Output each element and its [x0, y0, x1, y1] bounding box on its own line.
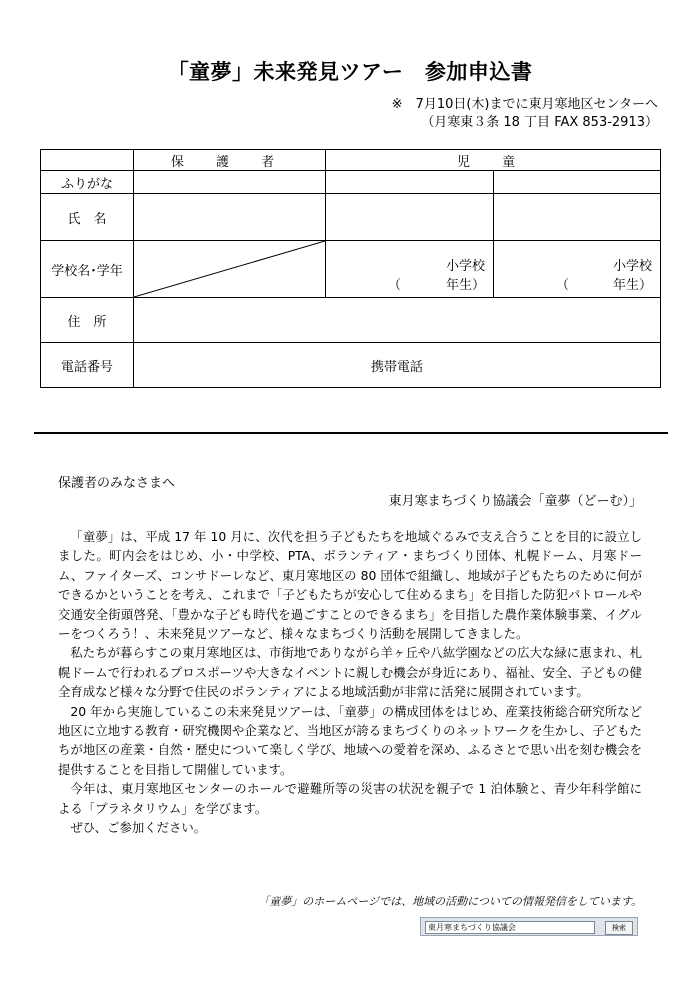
address-label: 住 所: [41, 298, 134, 343]
letter-paragraph: 今年は、東月寒地区センターのホールで避難所等の災害の状況を親子で 1 泊体験と、青少年科学館による「プラネタリウム」を学びます。: [58, 781, 642, 816]
child2-grade: [556, 274, 652, 293]
guardian-furigana-field[interactable]: [134, 171, 326, 194]
letter-paragraph: 「童夢」は、平成 17 年 10 月に、次代を担う子どもたちを地域ぐるみで支え合うことを目的に設立しました。町内会をはじめ、小・中学校、PTA、ボランティア・まちづくり団体、札幌ドーム、月寒ドーム、ファイターズ、コンサドーレなど、東月寒地区の 80 団体で組織し、地域が子どもたちのために何ができるかということを考え、これまで「子どもたちが安心して住めるまち」を目指した防犯パトロールや交通安全街頭啓発、「豊かな子ども時代を過ごすことのできるまち」を目指した農作業体験事業、イグルーをつくろう！、未来発見ツアーなど、様々なまちづくり活動を展開してきました。: [58, 529, 642, 642]
page-title: 「童夢」未来発見ツアー 参加申込書: [167, 60, 533, 84]
child1-name-field[interactable]: [326, 194, 494, 241]
letter-organization: 東月寒まちづくり協議会「童夢（どーむ）」: [388, 494, 642, 509]
child2-name-field[interactable]: [494, 194, 661, 241]
child1-grade-open: （: [388, 278, 402, 293]
search-input[interactable]: 東月寒まちづくり協議会: [425, 921, 595, 934]
child1-grade-suffix: 年生）: [445, 278, 485, 293]
furigana-label: ふりがな: [41, 171, 134, 194]
child2-school-field[interactable]: [494, 241, 661, 298]
letter-body: [58, 527, 642, 838]
child1-furigana-field[interactable]: [326, 171, 494, 194]
diagonal-line: [134, 241, 325, 297]
cut-line: [34, 432, 668, 434]
letter-paragraph: 20 年から実施しているこの未来発見ツアーは、「童夢」の構成団体をはじめ、産業技術総合研究所など地区に立地する教育・研究機関や企業など、当地区が誇るまちづくりのネットワークを生かし、子どもたちが地区の産業・自然・歴史について楽しく学び、地域への愛着を深め、ふるさとで思い出を刻む機会を提供することを目指して開催しています。: [58, 703, 642, 777]
letter-paragraph: ぜひ、ご参加ください。: [70, 820, 207, 836]
child2-grade-open: （: [556, 278, 570, 293]
application-form: [40, 149, 661, 388]
address-field[interactable]: [134, 298, 661, 343]
guardian-school-crossed-cell: [134, 241, 326, 298]
child1-school-field[interactable]: [326, 241, 494, 298]
furigana-row: [41, 171, 661, 194]
child2-furigana-field[interactable]: [494, 171, 661, 194]
school-label: 学校名･学年: [41, 241, 134, 298]
search-box: [420, 917, 638, 936]
form-corner-cell: [41, 150, 134, 171]
name-label: 氏 名: [41, 194, 134, 241]
form-header-row: [41, 150, 661, 171]
school-row: [41, 241, 661, 298]
child2-school-suffix: 小学校: [613, 259, 653, 274]
address-note: （月寒東３条 18 丁目 FAX 853-2913）: [421, 115, 658, 130]
phone-field[interactable]: [134, 343, 661, 388]
letter-greeting: 保護者のみなさまへ: [58, 476, 176, 491]
homepage-note: 「童夢」のホームページでは、地域の活動についての情報発信をしています。: [258, 895, 642, 908]
mobile-label: 携帯電話: [371, 359, 424, 375]
child2-grade-suffix: 年生）: [613, 278, 653, 293]
child-header: 児 童: [326, 150, 661, 171]
child1-school-suffix: 小学校: [445, 259, 485, 274]
guardian-header: 保 護 者: [134, 150, 326, 171]
child1-grade: [388, 274, 485, 293]
phone-row: [41, 343, 661, 388]
guardian-name-field[interactable]: [134, 194, 326, 241]
letter-paragraph: 私たちが暮らすこの東月寒地区は、市街地でありながら羊ヶ丘や八紘学園などの広大な緑に恵まれ、札幌ドームで行われるプロスポーツや大きなイベントに親しむ機会が身近にあり、福祉、安全、子どもの健全育成など様々な分野で住民のボランティアによる地域活動が非常に活発に展開されています。: [58, 645, 642, 700]
name-row: [41, 194, 661, 241]
phone-label: 電話番号: [41, 343, 134, 388]
search-button[interactable]: 検索: [605, 921, 633, 935]
address-row: [41, 298, 661, 343]
deadline-note: ※ 7月10日(木)までに東月寒地区センターへ: [391, 97, 658, 112]
